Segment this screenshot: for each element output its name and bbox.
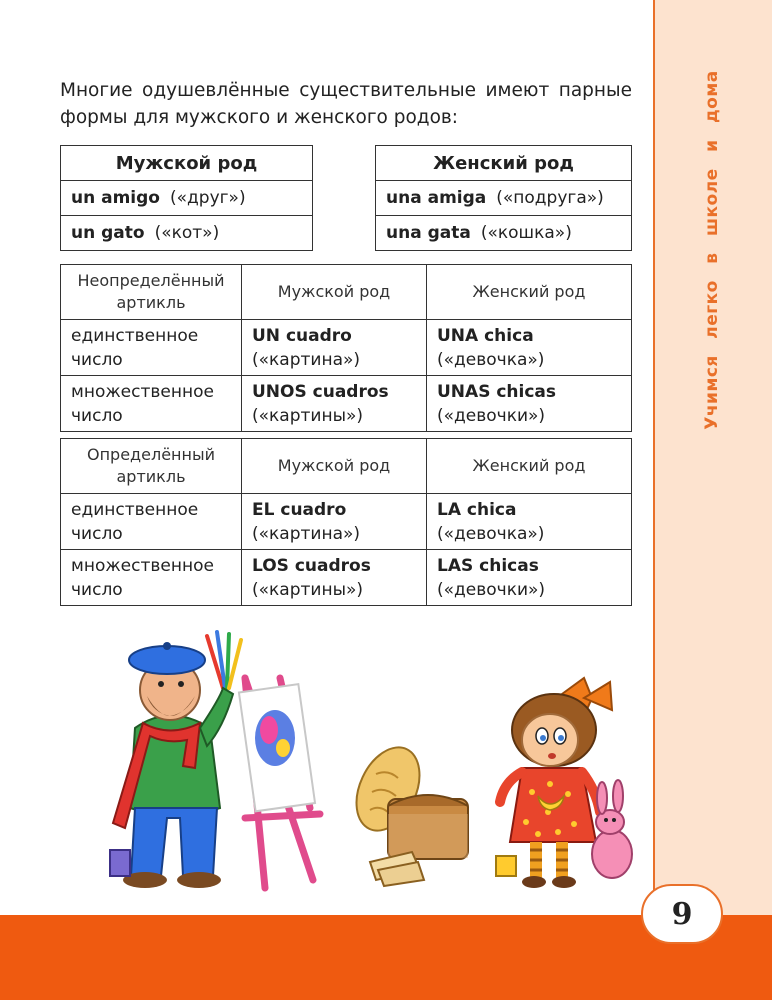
cell [427, 320, 632, 376]
male-pairs-table [60, 145, 313, 251]
male-row [61, 181, 313, 216]
definite-article-table [60, 438, 632, 606]
cell [427, 376, 632, 432]
page-number: 9 [641, 884, 723, 944]
table-row [61, 376, 632, 432]
translation: («подруга») [496, 188, 604, 208]
translation: («девочки») [437, 405, 546, 426]
table-row [61, 550, 632, 606]
spanish-word: UNOS cuadros [252, 381, 389, 402]
header-cell: Мужской род [242, 265, 427, 320]
table-row [61, 494, 632, 550]
cell [242, 376, 427, 432]
spanish-word: una gata [386, 223, 471, 243]
indefinite-article-table [60, 264, 632, 432]
spanish-word: UN cuadro [252, 325, 352, 346]
translation: («друг») [169, 188, 246, 208]
cell [427, 494, 632, 550]
intro-paragraph: Многие одушевлённые существительные имеют парные формы для мужского и женского родов: [60, 80, 632, 128]
row-label: единственное число [61, 320, 242, 376]
header-cell: Определённый артикль [61, 439, 242, 494]
male-row [61, 216, 313, 251]
header-cell: Мужской род [242, 439, 427, 494]
translation: («девочка») [437, 349, 545, 370]
female-header: Женский род [376, 146, 632, 181]
girl-illustration [492, 672, 642, 894]
spanish-word: una amiga [386, 188, 487, 208]
spanish-word: LA chica [437, 499, 517, 520]
spanish-word: un gato [71, 223, 145, 243]
translation: («девочка») [437, 523, 545, 544]
row-label: множественное число [61, 550, 242, 606]
table-row [61, 320, 632, 376]
spanish-word: un amigo [71, 188, 160, 208]
translation: («картины») [252, 405, 364, 426]
cell [242, 550, 427, 606]
bread-illustration [348, 744, 478, 889]
translation: («девочки») [437, 579, 546, 600]
spanish-word: UNAS chicas [437, 381, 557, 402]
female-pairs-table [375, 145, 632, 251]
row-label: единственное число [61, 494, 242, 550]
header-cell: Женский род [427, 439, 632, 494]
cell [242, 320, 427, 376]
cell [242, 494, 427, 550]
translation: («кот») [154, 223, 220, 243]
spanish-word: LAS chicas [437, 555, 539, 576]
translation: («картина») [252, 523, 361, 544]
translation: («картины») [252, 579, 364, 600]
translation: («кошка») [480, 223, 572, 243]
male-header: Мужской род [61, 146, 313, 181]
cell [427, 550, 632, 606]
painter-illustration [95, 618, 335, 898]
header-cell: Неопределённый артикль [61, 265, 242, 320]
female-row [376, 216, 632, 251]
header-cell: Женский род [427, 265, 632, 320]
female-row [376, 181, 632, 216]
row-label: множественное число [61, 376, 242, 432]
spanish-word: UNA chica [437, 325, 534, 346]
spanish-word: EL cuadro [252, 499, 347, 520]
spanish-word: LOS cuadros [252, 555, 371, 576]
side-title: Учимся легко в школе и дома [702, 70, 722, 430]
translation: («картина») [252, 349, 361, 370]
